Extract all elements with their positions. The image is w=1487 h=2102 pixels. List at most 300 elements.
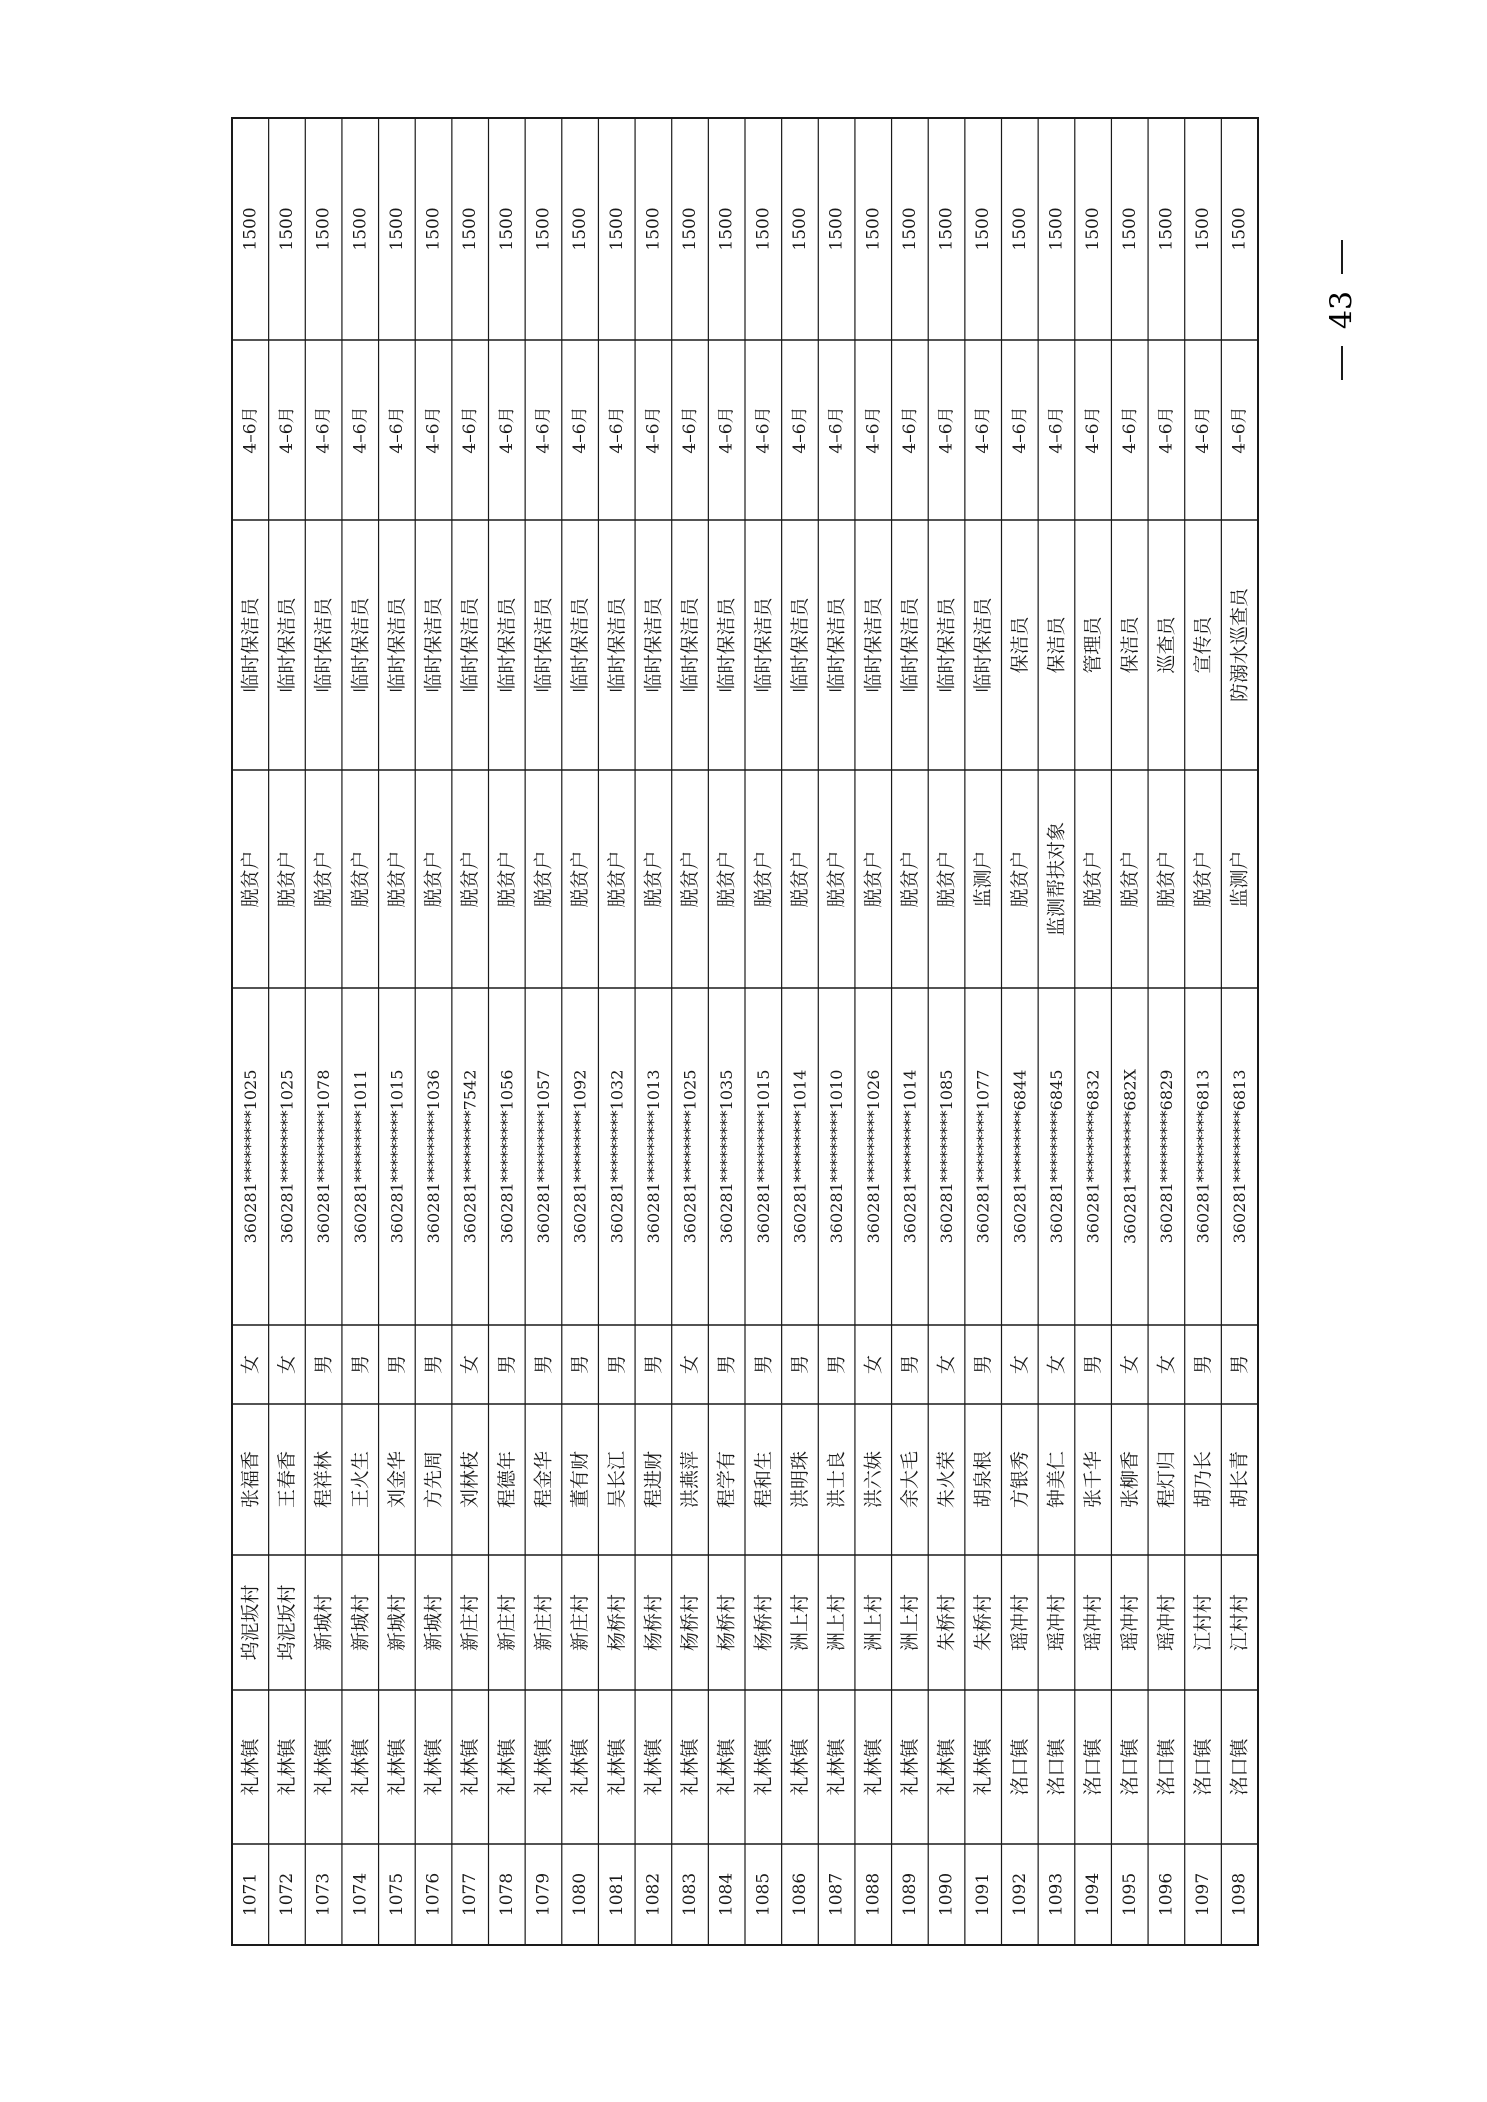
cell-name: 程金华	[532, 1450, 555, 1509]
table-row	[972, 207, 994, 1916]
cell-no: 1089	[899, 1872, 920, 1917]
cell-id: 360281*********1015	[387, 1069, 407, 1244]
cell-amount: 1500	[277, 207, 297, 251]
cell-amount: 1500	[1193, 207, 1213, 251]
cell-category: 脱贫户	[1118, 850, 1141, 908]
cell-position: 宣传员	[1192, 616, 1214, 674]
cell-gender: 女	[1008, 1354, 1031, 1375]
table-row	[569, 207, 591, 1916]
cell-position: 临时保洁员	[349, 597, 372, 693]
cell-no: 1077	[460, 1872, 481, 1917]
cell-id: 360281*********1025	[277, 1069, 297, 1244]
cell-no: 1084	[716, 1872, 737, 1917]
cell-town: 洺口镇	[1155, 1738, 1178, 1796]
cell-amount: 1500	[1156, 207, 1177, 251]
cell-village: 江村村	[1228, 1593, 1251, 1652]
table-row	[826, 207, 848, 1916]
cell-id: 360281*********6813	[1193, 1069, 1213, 1244]
cell-village: 洲上村	[898, 1593, 921, 1652]
cell-village: 新城村	[385, 1593, 408, 1652]
cell-village: 新城村	[422, 1593, 445, 1652]
cell-town: 礼林镇	[935, 1738, 958, 1796]
cell-village: 朱桥村	[972, 1593, 995, 1652]
table-row	[789, 207, 811, 1916]
cell-no: 1090	[936, 1872, 957, 1917]
table-row	[313, 207, 335, 1916]
table-grid	[232, 118, 1258, 1945]
cell-name: 方银秀	[1008, 1450, 1031, 1509]
cell-period: 4–6月	[533, 406, 554, 454]
table-row	[239, 207, 261, 1916]
cell-position: 临时保洁员	[239, 597, 262, 693]
cell-position: 保洁员	[1118, 616, 1141, 674]
cell-category: 监测户	[972, 850, 995, 908]
cell-no: 1074	[350, 1872, 371, 1917]
table-row	[752, 207, 774, 1916]
cell-name: 胡泉根	[972, 1450, 995, 1509]
cell-category: 脱贫户	[385, 850, 408, 908]
cell-town: 礼林镇	[569, 1738, 592, 1796]
cell-amount: 1500	[973, 207, 994, 251]
cell-gender: 男	[752, 1354, 775, 1375]
cell-town: 洺口镇	[1082, 1738, 1105, 1796]
table-row	[423, 207, 445, 1916]
cell-amount: 1500	[386, 207, 407, 251]
cell-no: 1091	[973, 1872, 994, 1917]
cell-amount: 1500	[1009, 207, 1030, 251]
cell-no: 1086	[790, 1872, 810, 1917]
cell-village: 朱桥村	[935, 1593, 958, 1652]
cell-id: 360281*********6829	[1156, 1069, 1176, 1244]
cell-category: 监测户	[1228, 850, 1251, 908]
cell-amount: 1500	[460, 207, 481, 251]
cell-gender: 女	[1045, 1354, 1068, 1375]
page-number	[1312, 240, 1372, 380]
cell-position: 临时保洁员	[459, 597, 482, 693]
cell-town: 礼林镇	[349, 1738, 372, 1796]
cell-village: 洲上村	[862, 1593, 885, 1652]
cell-amount: 1500	[313, 207, 334, 251]
cell-period: 4–6月	[716, 406, 737, 454]
cell-id: 360281*********1078	[314, 1069, 334, 1244]
cell-position: 临时保洁员	[312, 597, 335, 693]
cell-name: 钟美仁	[1045, 1450, 1068, 1509]
cell-position: 临时保洁员	[495, 597, 518, 693]
cell-name: 刘林枝	[459, 1450, 482, 1509]
cell-period: 4–6月	[1119, 406, 1140, 454]
cell-village: 瑶冲村	[1155, 1593, 1178, 1652]
cell-no: 1093	[1046, 1872, 1067, 1917]
table-row	[899, 207, 921, 1916]
cell-period: 4–6月	[753, 406, 774, 454]
table-row	[496, 207, 518, 1916]
cell-id: 360281*********6832	[1083, 1069, 1103, 1244]
cell-category: 脱贫户	[422, 850, 445, 908]
cell-town: 礼林镇	[715, 1738, 738, 1796]
cell-category: 脱贫户	[789, 850, 811, 908]
cell-village: 新城村	[312, 1593, 335, 1652]
cell-gender: 男	[1082, 1354, 1105, 1375]
cell-no: 1085	[753, 1872, 774, 1917]
cell-name: 余大毛	[898, 1450, 921, 1509]
cell-village: 瑶冲村	[1082, 1593, 1105, 1652]
cell-town: 礼林镇	[312, 1738, 335, 1796]
cell-name: 王火生	[349, 1450, 372, 1509]
cell-category: 脱贫户	[1008, 850, 1031, 908]
cell-amount: 1500	[240, 207, 261, 251]
cell-village: 瑶冲村	[1045, 1593, 1068, 1652]
cell-no: 1097	[1193, 1872, 1213, 1917]
cell-id: 360281*********1077	[973, 1069, 993, 1244]
cell-position: 临时保洁员	[752, 597, 775, 693]
table-row	[459, 207, 481, 1916]
cell-id: 360281*********7542	[460, 1069, 480, 1244]
cell-no: 1072	[277, 1872, 297, 1917]
cell-amount: 1500	[533, 207, 554, 251]
cell-village: 新庄村	[495, 1593, 518, 1652]
cell-gender: 男	[385, 1354, 408, 1375]
cell-position: 临时保洁员	[679, 597, 701, 693]
cell-gender: 男	[642, 1354, 665, 1375]
cell-period: 4–6月	[570, 406, 591, 454]
cell-amount: 1500	[1083, 207, 1104, 251]
cell-period: 4–6月	[460, 406, 481, 454]
cell-amount: 1500	[496, 207, 517, 251]
cell-gender: 女	[679, 1354, 701, 1375]
cell-amount: 1500	[790, 207, 810, 251]
cell-gender: 女	[459, 1354, 482, 1375]
cell-id: 360281*********1036	[424, 1069, 443, 1244]
cell-amount: 1500	[863, 207, 884, 251]
cell-category: 脱贫户	[605, 850, 628, 908]
table-row	[606, 207, 628, 1916]
cell-id: 360281*********1056	[497, 1069, 517, 1244]
cell-gender: 女	[1155, 1354, 1178, 1375]
cell-town: 礼林镇	[862, 1738, 885, 1796]
cell-town: 礼林镇	[239, 1738, 262, 1796]
cell-category: 脱贫户	[825, 850, 848, 908]
cell-amount: 1500	[680, 207, 700, 251]
cell-amount: 1500	[1229, 207, 1250, 251]
cell-period: 4–6月	[1046, 406, 1067, 454]
cell-id: 360281*********1011	[350, 1069, 370, 1244]
cell-id: 360281*********1025	[680, 1069, 700, 1244]
cell-name: 董有财	[569, 1450, 592, 1509]
page-number-graphic	[1312, 240, 1372, 380]
cell-gender: 男	[532, 1354, 555, 1375]
cell-amount: 1500	[936, 207, 957, 251]
cell-no: 1098	[1229, 1872, 1250, 1917]
page-number-text: 43	[1324, 290, 1360, 330]
cell-gender: 女	[935, 1354, 958, 1375]
cell-id: 360281*********1014	[900, 1069, 920, 1244]
cell-no: 1076	[423, 1872, 444, 1917]
cell-town: 礼林镇	[605, 1738, 628, 1796]
cell-gender: 男	[349, 1354, 372, 1375]
cell-town: 礼林镇	[422, 1738, 445, 1796]
cell-village: 瑶冲村	[1008, 1593, 1031, 1652]
cell-position: 临时保洁员	[825, 597, 848, 693]
cell-position: 临时保洁员	[385, 597, 408, 693]
cell-gender: 男	[605, 1354, 628, 1375]
cell-category: 脱贫户	[1192, 850, 1214, 908]
cell-no: 1075	[386, 1872, 407, 1917]
cell-town: 洺口镇	[1192, 1738, 1214, 1796]
cell-no: 1082	[643, 1872, 664, 1917]
cell-amount: 1500	[826, 207, 847, 251]
cell-amount: 1500	[753, 207, 774, 251]
cell-position: 临时保洁员	[532, 597, 555, 693]
cell-village: 杨桥村	[752, 1593, 775, 1652]
cell-village: 江村村	[1192, 1593, 1214, 1652]
cell-name: 朱火荣	[935, 1450, 958, 1509]
cell-category: 脱贫户	[276, 850, 298, 908]
cell-category: 监测帮扶对象	[1045, 821, 1068, 937]
cell-village: 杨桥村	[679, 1593, 701, 1652]
cell-gender: 男	[495, 1354, 518, 1375]
cell-no: 1092	[1009, 1872, 1030, 1917]
cell-gender: 男	[789, 1354, 811, 1375]
cell-position: 临时保洁员	[605, 597, 628, 693]
cell-no: 1083	[680, 1872, 700, 1917]
cell-village: 洲上村	[825, 1593, 848, 1652]
cell-town: 礼林镇	[385, 1738, 408, 1796]
cell-amount: 1500	[899, 207, 920, 251]
cell-period: 4–6月	[826, 406, 847, 454]
cell-village: 瑶冲村	[1118, 1593, 1141, 1652]
cell-amount: 1500	[570, 207, 591, 251]
cell-period: 4–6月	[899, 406, 920, 454]
cell-town: 洺口镇	[1045, 1738, 1068, 1796]
cell-gender: 女	[1118, 1354, 1141, 1375]
cell-category: 脱贫户	[862, 850, 885, 908]
cell-category: 脱贫户	[532, 850, 555, 908]
cell-category: 脱贫户	[239, 850, 262, 908]
table-row	[679, 207, 701, 1916]
cell-position: 临时保洁员	[276, 597, 298, 693]
cell-position: 保洁员	[1008, 616, 1031, 674]
cell-id: 360281*********1014	[790, 1069, 810, 1244]
cell-town: 礼林镇	[495, 1738, 518, 1796]
cell-period: 4–6月	[1083, 406, 1104, 454]
cell-name: 刘金华	[385, 1450, 408, 1509]
cell-amount: 1500	[350, 207, 371, 251]
cell-no: 1095	[1119, 1872, 1140, 1917]
cell-category: 脱贫户	[349, 850, 372, 908]
cell-town: 礼林镇	[752, 1738, 775, 1796]
cell-category: 脱贫户	[1082, 850, 1105, 908]
cell-no: 1081	[606, 1872, 627, 1917]
table-row	[936, 207, 958, 1916]
cell-position: 临时保洁员	[972, 597, 995, 693]
cell-period: 4–6月	[1193, 406, 1213, 454]
cell-id: 360281*********6845	[1047, 1069, 1066, 1244]
cell-id: 360281*********1015	[753, 1069, 773, 1244]
cell-category: 脱贫户	[898, 850, 921, 908]
cell-name: 洪明珠	[789, 1450, 811, 1509]
cell-gender: 女	[239, 1354, 262, 1375]
cell-amount: 1500	[716, 207, 737, 251]
cell-gender: 男	[1192, 1354, 1214, 1375]
cell-name: 洪六妹	[862, 1450, 885, 1509]
cell-name: 胡长青	[1228, 1450, 1251, 1509]
cell-category: 脱贫户	[935, 850, 958, 908]
cell-no: 1087	[826, 1872, 847, 1917]
cell-position: 临时保洁员	[642, 597, 665, 693]
cell-id: 360281*********1013	[643, 1069, 663, 1244]
table-row	[1082, 207, 1104, 1916]
table-row	[1009, 207, 1031, 1916]
cell-category: 脱贫户	[752, 850, 775, 908]
cell-village: 坞泥坂村	[239, 1584, 262, 1661]
cell-amount: 1500	[606, 207, 627, 251]
cell-village: 新庄村	[569, 1593, 592, 1652]
table-row	[1155, 207, 1177, 1916]
cell-name: 张千华	[1082, 1450, 1105, 1509]
cell-name: 程学有	[715, 1450, 738, 1509]
cell-no: 1078	[496, 1872, 517, 1917]
cell-position: 临时保洁员	[898, 597, 921, 693]
cell-position: 临时保洁员	[715, 597, 738, 693]
table-row	[276, 207, 298, 1916]
cell-id: 360281*********6813	[1230, 1069, 1250, 1244]
cell-town: 礼林镇	[972, 1738, 995, 1796]
cell-period: 4–6月	[496, 406, 517, 454]
cell-town: 礼林镇	[459, 1738, 482, 1796]
cell-period: 4–6月	[863, 406, 884, 454]
cell-amount: 1500	[423, 207, 444, 251]
cell-gender: 男	[422, 1354, 445, 1375]
cell-town: 洺口镇	[1228, 1738, 1251, 1796]
cell-period: 4–6月	[386, 406, 407, 454]
cell-period: 4–6月	[1156, 406, 1177, 454]
cell-village: 坞泥坂村	[276, 1584, 298, 1661]
cell-category: 脱贫户	[679, 850, 701, 908]
cell-town: 礼林镇	[898, 1738, 921, 1796]
table-row	[642, 207, 664, 1916]
cell-village: 新庄村	[459, 1593, 482, 1652]
cell-gender: 女	[276, 1354, 298, 1375]
cell-name: 程祥林	[312, 1450, 335, 1509]
cell-position: 临时保洁员	[789, 597, 811, 693]
cell-id: 360281*********6844	[1010, 1069, 1030, 1244]
cell-town: 礼林镇	[679, 1738, 701, 1796]
table-row	[1119, 207, 1141, 1916]
table-row	[1229, 207, 1251, 1916]
cell-category: 脱贫户	[569, 850, 592, 908]
cell-town: 礼林镇	[532, 1738, 555, 1796]
cell-gender: 男	[972, 1354, 995, 1375]
cell-id: 360281*********1010	[827, 1069, 847, 1244]
cell-no: 1073	[313, 1872, 334, 1917]
cell-no: 1080	[570, 1872, 591, 1917]
cell-category: 脱贫户	[715, 850, 738, 908]
cell-period: 4–6月	[350, 406, 371, 454]
cell-id: 360281*********1085	[937, 1069, 956, 1244]
cell-village: 洲上村	[789, 1593, 811, 1652]
cell-position: 防溺水巡查员	[1228, 587, 1251, 703]
cell-village: 杨桥村	[715, 1593, 738, 1652]
cell-position: 临时保洁员	[569, 597, 592, 693]
cell-period: 4–6月	[680, 406, 700, 454]
cell-period: 4–6月	[1229, 406, 1250, 454]
cell-id: 360281*********1032	[607, 1069, 627, 1244]
cell-gender: 男	[569, 1354, 592, 1375]
cell-no: 1079	[533, 1872, 554, 1917]
cell-village: 杨桥村	[605, 1593, 628, 1652]
cell-village: 新城村	[349, 1593, 372, 1652]
cell-town: 洺口镇	[1008, 1738, 1031, 1796]
cell-period: 4–6月	[277, 406, 297, 454]
cell-position: 保洁员	[1045, 616, 1068, 674]
cell-category: 脱贫户	[495, 850, 518, 908]
cell-name: 王春香	[276, 1450, 298, 1509]
cell-period: 4–6月	[240, 406, 261, 454]
cell-name: 程进财	[642, 1450, 665, 1509]
cell-gender: 女	[862, 1354, 885, 1375]
cell-no: 1096	[1156, 1872, 1177, 1917]
cell-period: 4–6月	[936, 406, 957, 454]
cell-amount: 1500	[643, 207, 664, 251]
cell-town: 礼林镇	[276, 1738, 298, 1796]
cell-id: 360281*********682X	[1120, 1068, 1140, 1245]
table-row	[349, 207, 371, 1916]
cell-position: 临时保洁员	[422, 597, 445, 693]
cell-category: 脱贫户	[1155, 850, 1178, 908]
cell-town: 洺口镇	[1118, 1738, 1141, 1796]
table-row	[1192, 207, 1214, 1916]
cell-name: 程德年	[495, 1450, 518, 1509]
cell-no: 1071	[240, 1872, 261, 1917]
cell-category: 脱贫户	[642, 850, 665, 908]
cell-position: 临时保洁员	[862, 597, 885, 693]
cell-name: 方先周	[422, 1450, 445, 1509]
cell-name: 胡乃长	[1192, 1450, 1214, 1509]
cell-amount: 1500	[1046, 207, 1067, 251]
cell-period: 4–6月	[1009, 406, 1030, 454]
cell-id: 360281*********1035	[717, 1069, 737, 1244]
cell-position: 管理员	[1082, 616, 1105, 674]
cell-period: 4–6月	[606, 406, 627, 454]
cell-id: 360281*********1057	[534, 1069, 553, 1244]
cell-period: 4–6月	[423, 406, 444, 454]
cell-period: 4–6月	[313, 406, 334, 454]
cell-town: 礼林镇	[825, 1738, 848, 1796]
cell-id: 360281*********1092	[570, 1069, 590, 1244]
cell-no: 1094	[1083, 1872, 1104, 1917]
cell-gender: 男	[898, 1354, 921, 1375]
cell-gender: 男	[715, 1354, 738, 1375]
cell-name: 洪燕萍	[679, 1450, 701, 1509]
cell-category: 脱贫户	[312, 850, 335, 908]
table-row	[386, 207, 408, 1916]
cell-gender: 男	[312, 1354, 335, 1375]
table-row	[716, 207, 738, 1916]
cell-amount: 1500	[1119, 207, 1140, 251]
cell-id: 360281*********1025	[240, 1069, 260, 1244]
cell-village: 新庄村	[532, 1593, 555, 1652]
cell-name: 洪士良	[825, 1450, 848, 1509]
cell-category: 脱贫户	[459, 850, 482, 908]
cell-position: 巡查员	[1155, 616, 1178, 674]
cell-name: 程和生	[752, 1450, 775, 1509]
table-row	[862, 207, 884, 1916]
cell-gender: 男	[825, 1354, 848, 1375]
cell-gender: 男	[1228, 1354, 1251, 1375]
cell-village: 杨桥村	[642, 1593, 665, 1652]
cell-period: 4–6月	[973, 406, 994, 454]
cell-town: 礼林镇	[789, 1738, 811, 1796]
